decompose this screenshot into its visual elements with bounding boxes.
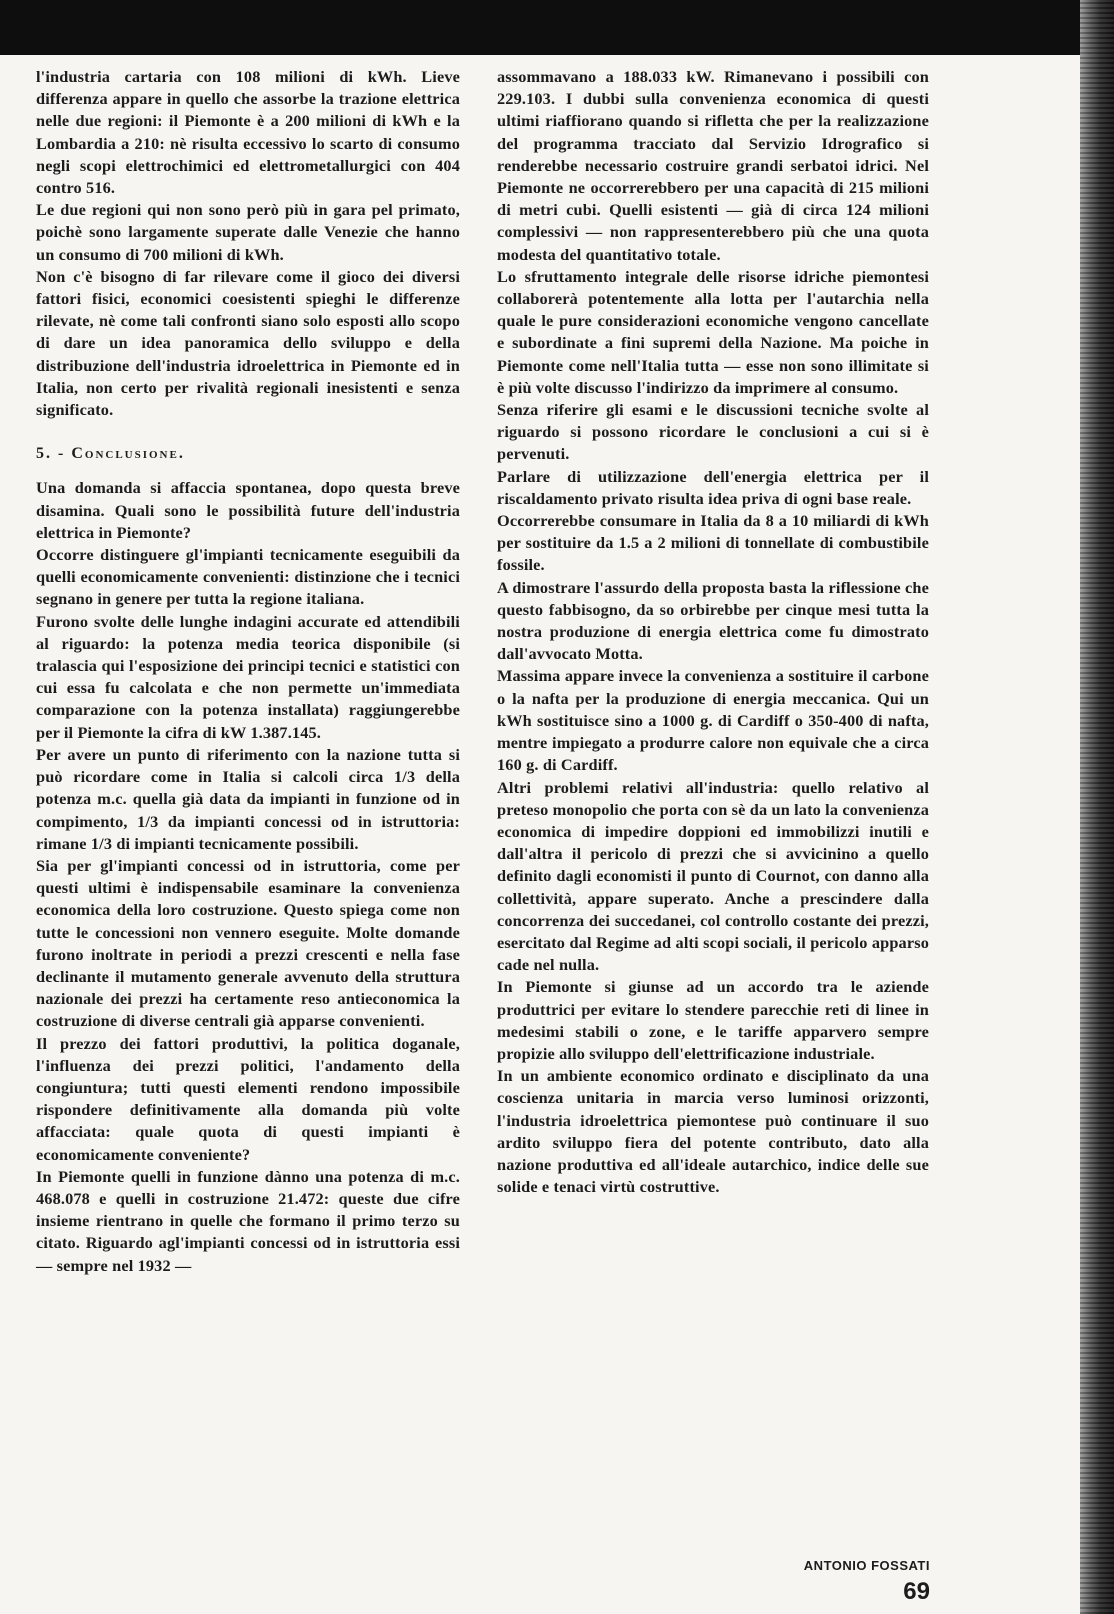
paragraph: assommavano a 188.033 kW. Rimanevano i possibili con 229.103. I dubbi sulla convenienza economica di questi ultimi riaffiorano quando si rifletta che per la realizzazione del programma tracciato dal Servizio Idrografico si renderebbe necessario costruire grandi serbatoi idrici. Nel Piemonte ne occorrerebbero per una capacità di 215 milioni di metri cubi. Quelli esistenti — già di circa 124 milioni complessivi — non rappresenterebbero più che una quota modesta del quantitativo totale. (497, 67, 929, 264)
paragraph: Per avere un punto di riferimento con la nazione tutta si può ricordare come in Italia si calcoli circa 1/3 della potenza m.c. quella già data da impianti in funzione od in compimento, 1/3 da impianti concessi od in istruttoria: rimane 1/3 di impianti tecnicamente possibili. (36, 744, 460, 853)
paragraph: Senza riferire gli esami e le discussioni tecniche svolte al riguardo si possono ricordare le conclusioni a cui si è pervenuti. (497, 400, 929, 464)
paragraph: Sia per gl'impianti concessi od in istruttoria, come per questi ultimi è indispensabile esaminare la convenienza economica della loro costruzione. Questo spiega come non tutte le concessioni non vennero eseguite. Molte domande furono inoltrate in periodi a prezzi crescenti e nella fase declinante il mutamento generale avvenuto della struttura nazionale dei prezzi ha certamente reso antieconomica la costruzione di diverse centrali già apparse convenienti. (36, 855, 460, 1031)
scan-top-border (0, 0, 1114, 55)
book-spine-edge (1080, 0, 1114, 1614)
paragraph: Altri problemi relativi all'industria: quello relativo al preteso monopolio che porta con sè da un lato la convenienza economica di impedire doppioni ed immobilizzi inutili e dall'altra il pericolo di prezzi che si avvicinino a quello definito dagli economisti il punto di Cournot, con danno alla collettività, appare superato. Anche a prescindere dalla concorrenza dei succedanei, col controllo costante dei prezzi, esercitato dal Regime ad alti scopi sociali, il pericolo apparso cade nel nulla. (497, 777, 930, 975)
paragraph: Furono svolte delle lunghe indagini accurate ed attendibili al riguardo: la potenza media teorica disponibile (si tralascia qui l'esposizione dei principi tecnici e statistici con cui essa fu calcolata e che non permette un'immediata comparazione con la potenza installata) raggiungerebbe per il Piemonte la cifra di kW 1.387.145. (36, 611, 460, 742)
section-heading: 5. - Conclusione. (36, 445, 185, 463)
paragraph: In Piemonte quelli in funzione dànno una potenza di m.c. 468.078 e quelli in costruzione 21.472: queste due cifre insieme rientrano in quelle che formano il primo terzo su citato. Riguardo agl'impianti concessi od in istruttoria essi — sempre nel 1932 — (36, 1166, 460, 1275)
paragraph: Massima appare invece la convenienza a sostituire il carbone o la nafta per la produzione di energia meccanica. Qui un kWh sostituisce sino a 1000 g. di Cardiff o 350-400 di nafta, mentre impiegato a produrre calore non equivale che a circa 160 g. di Cardiff. (497, 666, 929, 775)
paragraph: In un ambiente economico ordinato e disciplinato da una coscienza unitaria in marcia verso luminosi orizzonti, l'industria idroelettrica piemontese può continuare il suo ardito sviluppo fiera del potente contributo, dato alla nazione produttiva ed all'ideale autarchico, indice delle sue solide e tenaci virtù costruttive. (497, 1066, 929, 1197)
right-column (497, 66, 929, 1198)
paragraph: l'industria cartaria con 108 milioni di kWh. Lieve differenza appare in quello che assorbe la trazione elettrica nelle due regioni: il Piemonte è a 200 milioni di kWh e la Lombardia a 210: nè risulta eccessivo lo scarto di consumo negli scopi elettrochimici ed elettrometallurgici con 404 contro 516. (36, 67, 460, 198)
paragraph: Lo sfruttamento integrale delle risorse idriche piemontesi collaborerà potentemente alla lotta per l'autarchia nella quale le pure considerazioni economiche vengono cancellate e subordinate a fini supremi della Nazione. Ma poiche in Piemonte come nell'Italia tutta — esse non sono illimitate si è più volte discusso l'indirizzo da imprimere al consumo. (497, 266, 929, 397)
author-signature: ANTONIO FOSSATI (803, 1558, 930, 1573)
paragraph: Parlare di utilizzazione dell'energia elettrica per il riscaldamento privato risulta idea priva di ogni base reale. (497, 466, 929, 508)
paragraph: In Piemonte si giunse ad un accordo tra le aziende produttrici per evitare lo stendere parecchie reti di linee in medesimi stabili o zone, e le tariffe apparvero sempre propizie allo sviluppo dell'elettrificazione industriale. (497, 977, 929, 1063)
paragraph: Occorre distinguere gl'impianti tecnicamente eseguibili da quelli economicamente convenienti: distinzione che i tecnici segnano in genere per tutta la regione italiana. (36, 545, 460, 609)
page-number: 69 (903, 1578, 930, 1605)
left-column (36, 66, 460, 1277)
paragraph: Le due regioni qui non sono però più in gara pel primato, poichè sono largamente superate dalle Venezie che hanno un consumo di 700 milioni di kWh. (36, 200, 460, 264)
paragraph: Il prezzo dei fattori produttivi, la politica doganale, l'influenza dei prezzi politici, l'andamento della congiuntura; tutti questi elementi rendono impossibile rispondere definitivamente alla domanda più volte affacciata: quale quota di questi impianti è economicamente conveniente? (36, 1033, 460, 1164)
paragraph: A dimostrare l'assurdo della proposta basta la riflessione che questo fabbisogno, da so orbirebbe per cinque mesi tutta la nostra produzione di energia elettrica come fu dimostrato dall'avvocato Motta. (497, 577, 929, 664)
paragraph: Occorrerebbe consumare in Italia da 8 a 10 miliardi di kWh per sostituire da 1.5 a 2 milioni di tonnellate di combustibile fossile. (497, 511, 929, 575)
paragraph: Non c'è bisogno di far rilevare come il gioco dei diversi fattori fisici, economici coesistenti spieghi le differenze rilevate, nè come tali confronti siano solo esposti allo scopo di dare un idea panoramica dello sviluppo e della distribuzione dell'industria idroelettrica in Piemonte ed in Italia, non certo per rivalità regionali inesistenti e senza significato. (36, 266, 460, 420)
paragraph: Una domanda si affaccia spontanea, dopo questa breve disamina. Quali sono le possibilità future dell'industria elettrica in Piemonte? (36, 478, 460, 542)
